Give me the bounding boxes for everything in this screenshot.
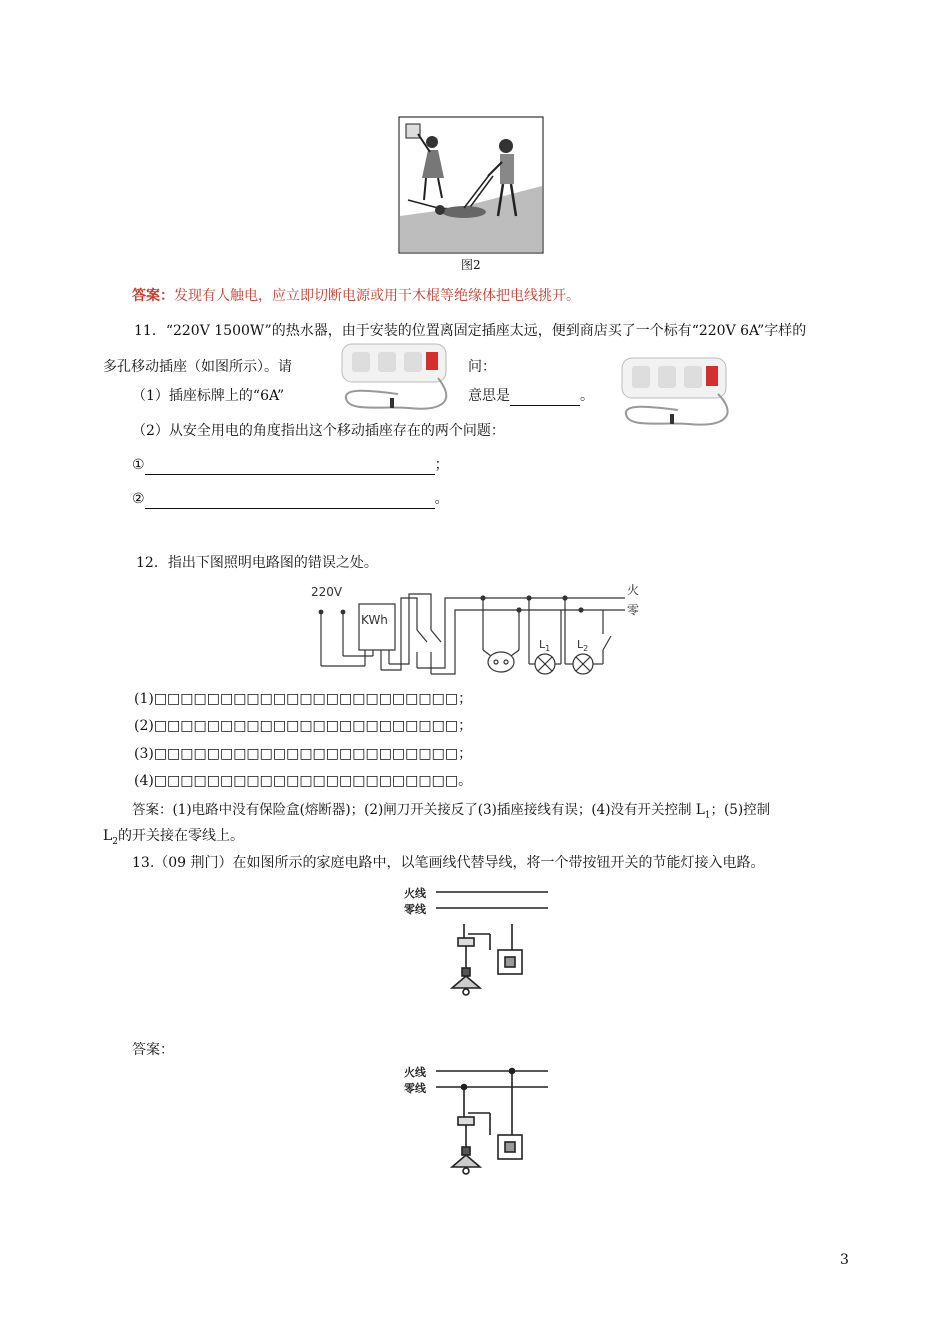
household-circuit-answer: [402, 1063, 552, 1181]
svg-text:L2: [577, 638, 588, 653]
q12-answer-line1: [132, 800, 770, 826]
answer-label: 答案：: [132, 288, 174, 304]
q11-line1: 11．“220V 1500W”的热水器，由于安装的位置离固定插座太远，便到商店买了一个标有“220V 6A”字样的: [134, 323, 807, 339]
meter-label: KWh: [361, 613, 388, 627]
lamp2-sub: 2: [583, 644, 589, 653]
q11-sub2: （2）从安全用电的角度指出这个移动插座存在的两个问题：: [132, 423, 505, 439]
q11-item2: [132, 489, 449, 509]
q12-item-4: (4)□□□□□□□□□□□□□□□□□□□□□□□。: [134, 773, 473, 789]
q13-answer-label: 答案：: [132, 1042, 174, 1058]
q11-line2-a: 多孔移动插座（如图所示）。请: [103, 359, 292, 375]
q12-item-3: (3)□□□□□□□□□□□□□□□□□□□□□□□；: [134, 746, 473, 762]
q10-answer: [132, 286, 580, 306]
q12-answer-text-c: 的开关接在零线上。: [118, 828, 245, 844]
q11-sub1-a: （1）插座标牌上的“6A”: [132, 388, 285, 404]
neutral-wire-label: 零线: [404, 903, 426, 916]
voltage-label: 220V: [311, 585, 343, 599]
lamp1-label: L: [539, 638, 546, 651]
lamp2-label: L: [577, 638, 584, 651]
power-strip-image: [338, 338, 458, 416]
answer-blank[interactable]: [510, 389, 580, 406]
figure-caption: 图2: [461, 258, 481, 272]
q11-item1-end: ；: [434, 457, 449, 473]
lamp1-sub: 1: [545, 644, 551, 653]
q12-answer-sub1: 1: [704, 810, 711, 821]
answer-blank[interactable]: [145, 492, 435, 509]
lighting-circuit-diagram: [305, 580, 650, 686]
q11-item1: [132, 455, 449, 475]
q12-answer-text-b: ；(5)控制: [710, 802, 771, 818]
answer-blank[interactable]: [145, 458, 435, 475]
q12-answer-sub2: 2: [112, 836, 119, 847]
q11-item2-mark: ②: [132, 491, 145, 507]
q12-item-1: (1)□□□□□□□□□□□□□□□□□□□□□□□；: [134, 691, 473, 707]
q11-sub1-b: 意思是: [468, 388, 510, 404]
power-strip-image: [618, 350, 738, 432]
live-wire-label: 火线: [404, 887, 426, 900]
q12-answer-text-a: 答案：(1)电路中没有保险盒(熔断器)；(2)闸刀开关接反了(3)插座接线有误；(4)没有开关控制 L: [132, 802, 705, 818]
q12-item-2: (2)□□□□□□□□□□□□□□□□□□□□□□□；: [134, 718, 473, 734]
page-number: 3: [840, 1252, 849, 1268]
neutral-wire-label: 零: [627, 603, 640, 617]
q11-sub1-end: 。: [580, 388, 594, 404]
q12-answer-l2: L: [103, 828, 113, 844]
q11-item1-mark: ①: [132, 457, 145, 473]
svg-text:L1: [539, 638, 550, 653]
q12-answer-line2: [103, 826, 244, 852]
q12-title: 12．指出下图照明电路图的错误之处。: [136, 555, 378, 571]
q13-title: 13.（09 荆门）在如图所示的家庭电路中，以笔画线代替导线，将一个带按钮开关的节能灯接入电路。: [132, 855, 765, 871]
q11-item2-end: 。: [434, 491, 449, 507]
q11-line2-b: 问：: [468, 359, 496, 375]
rescue-illustration: [398, 116, 544, 272]
answer-text: 发现有人触电，应立即切断电源或用干木棍等绝缘体把电线挑开。: [174, 288, 580, 304]
q11-sub1: [468, 386, 594, 406]
neutral-wire-label: 零线: [404, 1082, 426, 1095]
household-circuit-question: [402, 884, 552, 1002]
live-wire-label: 火线: [404, 1066, 426, 1079]
live-wire-label: 火: [627, 583, 640, 597]
